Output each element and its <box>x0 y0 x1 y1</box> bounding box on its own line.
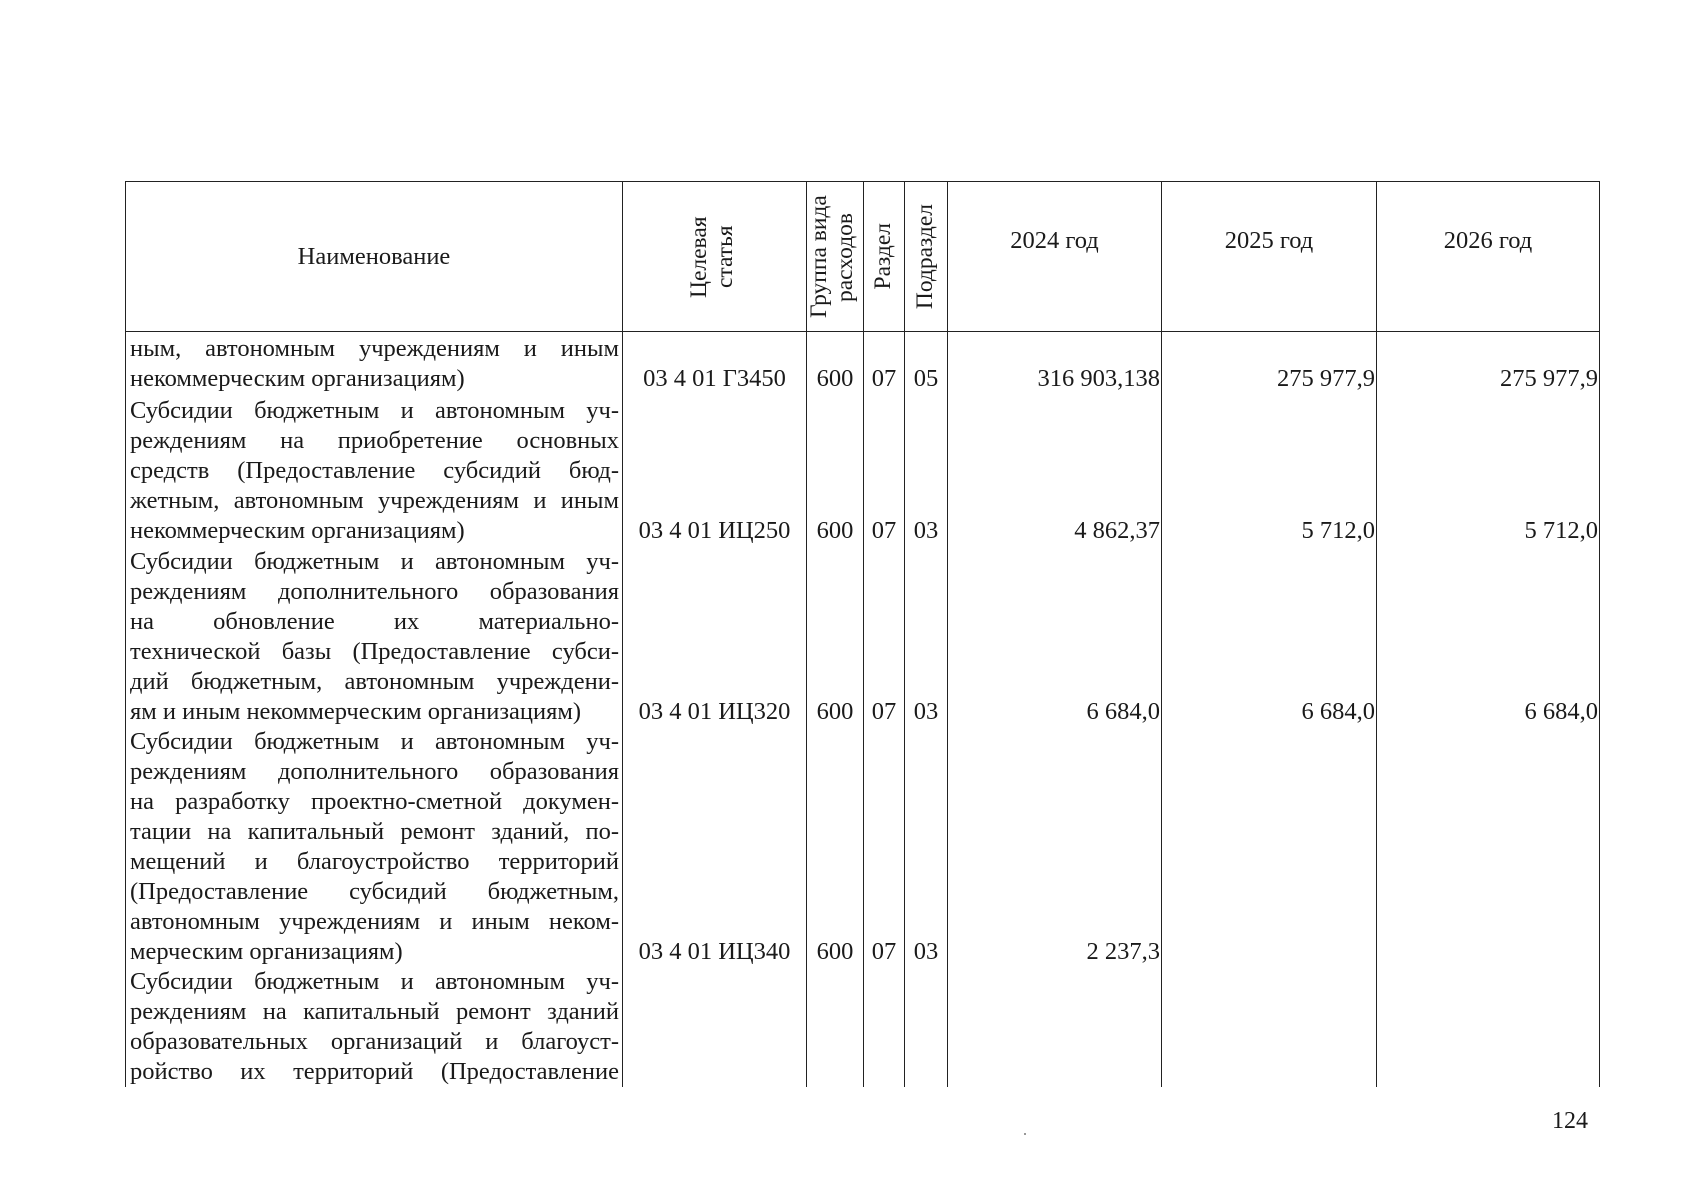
row-amount-2025 <box>1162 727 1377 967</box>
row-amount-2025: 6 684,0 <box>1162 546 1377 727</box>
row-subsection: 03 <box>905 394 948 546</box>
table-header <box>126 182 1600 332</box>
row-name-line: автономным учреждениям и иным неком- <box>130 907 619 935</box>
row-name <box>126 332 623 394</box>
row-name <box>126 967 623 1087</box>
row-name-line: тации на капитальный ремонт зданий, по- <box>130 817 619 845</box>
row-section <box>864 967 905 1087</box>
row-amount-2025: 5 712,0 <box>1162 394 1377 546</box>
row-name-line: образовательных организаций и благоуст- <box>130 1027 619 1055</box>
row-subsection <box>905 967 948 1087</box>
row-name <box>126 727 623 967</box>
row-amount-2024: 4 862,37 <box>948 394 1162 546</box>
row-name-line: жетным, автономным учреждениям и иным <box>130 486 619 514</box>
header-2025: 2025 год <box>1162 182 1377 332</box>
row-expense-group: 600 <box>807 727 864 967</box>
row-expense-group <box>807 967 864 1087</box>
table-row <box>126 546 1600 727</box>
table-row <box>126 332 1600 394</box>
row-name-line: (Предоставление субсидий бюджетным, <box>130 877 619 905</box>
row-amount-2026: 5 712,0 <box>1377 394 1600 546</box>
row-name-line: реждениям на приобретение основных <box>130 426 619 454</box>
table-body <box>126 332 1600 1087</box>
row-section: 07 <box>864 727 905 967</box>
row-amount-2024: 2 237,3 <box>948 727 1162 967</box>
row-name-line: ройство их территорий (Предоставление <box>130 1057 619 1085</box>
row-name-line: на разработку проектно-сметной докумен- <box>130 787 619 815</box>
row-amount-2026 <box>1377 727 1600 967</box>
row-name <box>126 394 623 546</box>
row-name-line: на обновление их материально- <box>130 607 619 635</box>
row-amount-2024: 316 903,138 <box>948 332 1162 394</box>
header-expense-group: Группа вида расходов <box>807 182 864 332</box>
row-name-line: дий бюджетным, автономным учреждени- <box>130 667 619 695</box>
row-subsection: 05 <box>905 332 948 394</box>
row-name-line: мерческим организациям) <box>130 937 403 965</box>
row-target-article: 03 4 01 ИЦ320 <box>623 546 807 727</box>
row-name-line: ям и иным некоммерческим организациям) <box>130 697 582 725</box>
row-name-line: реждениям дополнительного образования <box>130 757 619 785</box>
header-2024: 2024 год <box>948 182 1162 332</box>
row-name <box>126 546 623 727</box>
row-expense-group: 600 <box>807 546 864 727</box>
row-name-line: Субсидии бюджетным и автономным уч- <box>130 727 619 755</box>
row-amount-2026: 275 977,9 <box>1377 332 1600 394</box>
header-name: Наименование <box>126 182 623 332</box>
header-target-article: Целевая статья <box>623 182 807 332</box>
row-amount-2024: 6 684,0 <box>948 546 1162 727</box>
table-row <box>126 967 1600 1087</box>
row-amount-2026 <box>1377 967 1600 1087</box>
row-expense-group: 600 <box>807 394 864 546</box>
row-amount-2025 <box>1162 967 1377 1087</box>
row-name-line: Субсидии бюджетным и автономным уч- <box>130 547 619 575</box>
table-row <box>126 394 1600 546</box>
row-expense-group: 600 <box>807 332 864 394</box>
row-amount-2025: 275 977,9 <box>1162 332 1377 394</box>
row-name-line: средств (Предоставление субсидий бюд- <box>130 456 619 484</box>
table-row <box>126 727 1600 967</box>
row-name-line: Субсидии бюджетным и автономным уч- <box>130 967 619 995</box>
row-name-line: реждениям на капитальный ремонт зданий <box>130 997 619 1025</box>
row-subsection: 03 <box>905 727 948 967</box>
budget-table <box>125 181 1600 1087</box>
scan-speck <box>1024 1133 1026 1135</box>
header-subsection: Подраздел <box>905 182 948 332</box>
row-amount-2026: 6 684,0 <box>1377 546 1600 727</box>
row-target-article: 03 4 01 ИЦ340 <box>623 727 807 967</box>
row-target-article: 03 4 01 ИЦ250 <box>623 394 807 546</box>
row-section: 07 <box>864 546 905 727</box>
header-2026: 2026 год <box>1377 182 1600 332</box>
row-name-line: некоммерческим организациям) <box>130 364 465 392</box>
row-amount-2024 <box>948 967 1162 1087</box>
row-section: 07 <box>864 332 905 394</box>
row-name-line: некоммерческим организациям) <box>130 516 465 544</box>
row-name-line: мещений и благоустройство территорий <box>130 847 619 875</box>
row-name-line: технической базы (Предоставление субси- <box>130 637 619 665</box>
row-target-article <box>623 967 807 1087</box>
row-name-line: ным, автономным учреждениям и иным <box>130 334 619 362</box>
page-number: 124 <box>1552 1108 1588 1134</box>
row-target-article: 03 4 01 Г3450 <box>623 332 807 394</box>
row-subsection: 03 <box>905 546 948 727</box>
row-name-line: Субсидии бюджетным и автономным уч- <box>130 396 619 424</box>
row-name-line: реждениям дополнительного образования <box>130 577 619 605</box>
header-section: Раздел <box>864 182 905 332</box>
row-section: 07 <box>864 394 905 546</box>
